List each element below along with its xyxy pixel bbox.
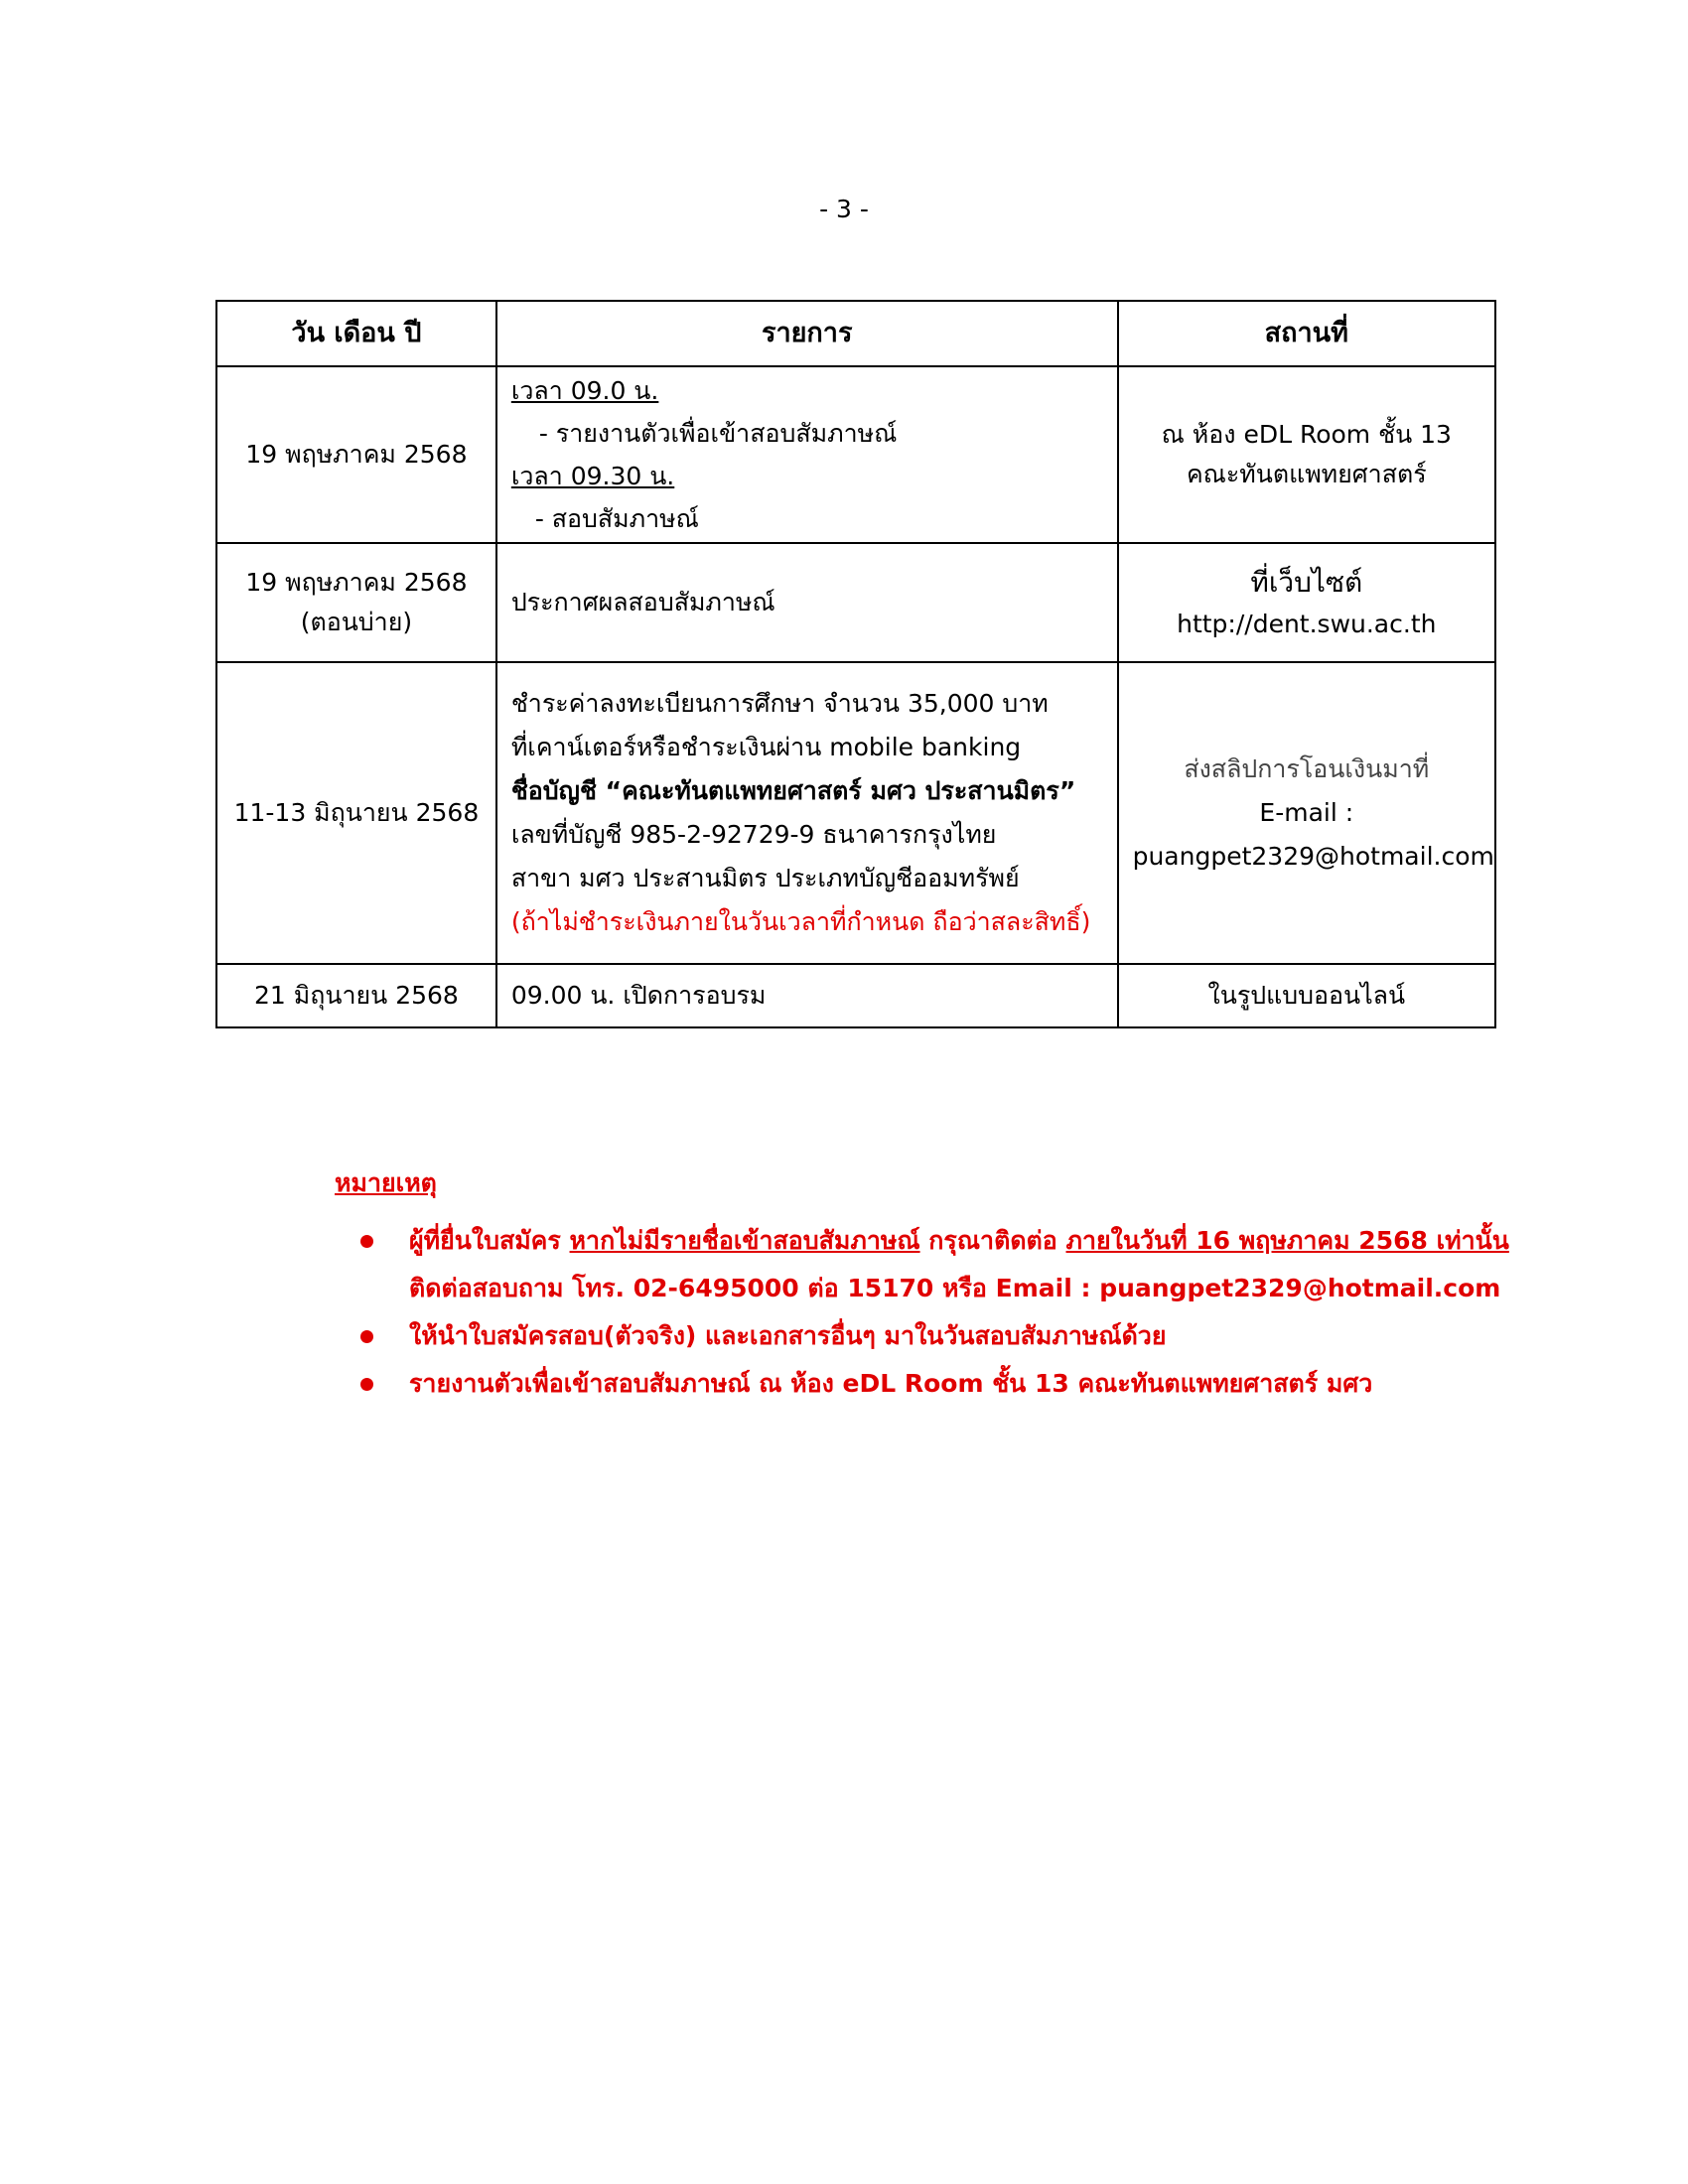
- table-row: [216, 366, 1495, 543]
- row-place: [1118, 543, 1495, 662]
- page-number: - 3 -: [819, 195, 869, 223]
- row-place: ในรูปแบบออนไลน์: [1118, 964, 1495, 1027]
- table-row: [216, 662, 1495, 964]
- time-label: เวลา 09.0 น.: [510, 376, 659, 405]
- place-line: ที่เว็บไซต์: [1250, 565, 1363, 599]
- row-date: 21 มิถุนายน 2568: [216, 964, 496, 1027]
- place-line: ณ ห้อง eDL Room ชั้น 13: [1161, 420, 1452, 449]
- header-place: สถานที่: [1118, 301, 1495, 366]
- bullet-icon: [360, 1378, 373, 1391]
- account-number: เลขที่บัญชี 985-2-92729-9 ธนาคารกรุงไทย: [510, 820, 997, 849]
- note-contact: ติดต่อสอบถาม โทร. 02-6495000 ต่อ 15170 หรือ Email : puangpet2329@hotmail.com: [409, 1274, 1501, 1302]
- table-row: [216, 543, 1495, 662]
- payment-line: ชำระค่าลงทะเบียนการศึกษา จำนวน 35,000 บาท: [510, 689, 1049, 718]
- header-date: วัน เดือน ปี: [216, 301, 496, 366]
- schedule-table: [215, 300, 1496, 1028]
- row-item: 09.00 น. เปิดการอบรม: [496, 964, 1118, 1027]
- payment-warning: (ถ้าไม่ชำระเงินภายในวันเวลาที่กำหนด ถือว่าสละสิทธิ์): [510, 907, 1091, 936]
- note-text: กรุณาติดต่อ: [919, 1226, 1066, 1255]
- place-line: ส่งสลิปการโอนเงินมาที่: [1184, 754, 1430, 783]
- task-text: - รายงานตัวเพื่อเข้าสอบสัมภาษณ์: [538, 419, 898, 448]
- website-link[interactable]: http://dent.swu.ac.th: [1177, 610, 1437, 639]
- note-deadline: ภายในวันที่ 16 พฤษภาคม 2568 เท่านั้น: [1065, 1226, 1509, 1255]
- time-label: เวลา 09.30 น.: [510, 462, 675, 490]
- date-note: (ตอนบ่าย): [300, 608, 413, 636]
- account-name: ชื่อบัญชี “คณะทันตแพทยศาสตร์ มศว ประสานมิตร”: [510, 776, 1076, 805]
- note-item: [335, 1217, 1526, 1312]
- email-link[interactable]: puangpet2329@hotmail.com: [1132, 842, 1494, 871]
- bullet-icon: [360, 1235, 373, 1248]
- notes-section: [335, 1163, 1526, 1408]
- row-place: [1118, 662, 1495, 964]
- row-date: 19 พฤษภาคม 2568: [216, 366, 496, 543]
- note-text: ผู้ที่ยื่นใบสมัคร: [409, 1226, 570, 1255]
- bullet-icon: [360, 1330, 373, 1343]
- place-line: คณะทันตแพทยศาสตร์: [1186, 460, 1427, 488]
- note-text: รายงานตัวเพื่อเข้าสอบสัมภาษณ์ ณ ห้อง eDL Room ชั้น 13 คณะทันตแพทยศาสตร์ มศว: [409, 1369, 1373, 1398]
- row-item: [496, 366, 1118, 543]
- table-header-row: [216, 301, 1495, 366]
- date-line: 19 พฤษภาคม 2568: [245, 568, 468, 597]
- header-item: รายการ: [496, 301, 1118, 366]
- note-text-emphasis: หากไม่มีรายชื่อเข้าสอบสัมภาษณ์: [569, 1226, 920, 1255]
- bank-branch: สาขา มศว ประสานมิตร ประเภทบัญชีออมทรัพย์: [510, 864, 1020, 892]
- row-item: [496, 662, 1118, 964]
- payment-line: ที่เคาน์เตอร์หรือชำระเงินผ่าน mobile banking: [510, 733, 1022, 761]
- notes-list: [335, 1217, 1526, 1408]
- row-date: [216, 543, 496, 662]
- row-date: 11-13 มิถุนายน 2568: [216, 662, 496, 964]
- row-place: [1118, 366, 1495, 543]
- table-row: [216, 964, 1495, 1027]
- notes-title: หมายเหตุ: [335, 1168, 437, 1197]
- note-item: [335, 1360, 1526, 1408]
- note-item: [335, 1312, 1526, 1360]
- task-text: - สอบสัมภาษณ์: [534, 504, 699, 533]
- row-item: ประกาศผลสอบสัมภาษณ์: [496, 543, 1118, 662]
- place-line: E-mail :: [1259, 798, 1354, 827]
- note-text: ให้นำใบสมัครสอบ(ตัวจริง) และเอกสารอื่นๆ มาในวันสอบสัมภาษณ์ด้วย: [409, 1321, 1167, 1350]
